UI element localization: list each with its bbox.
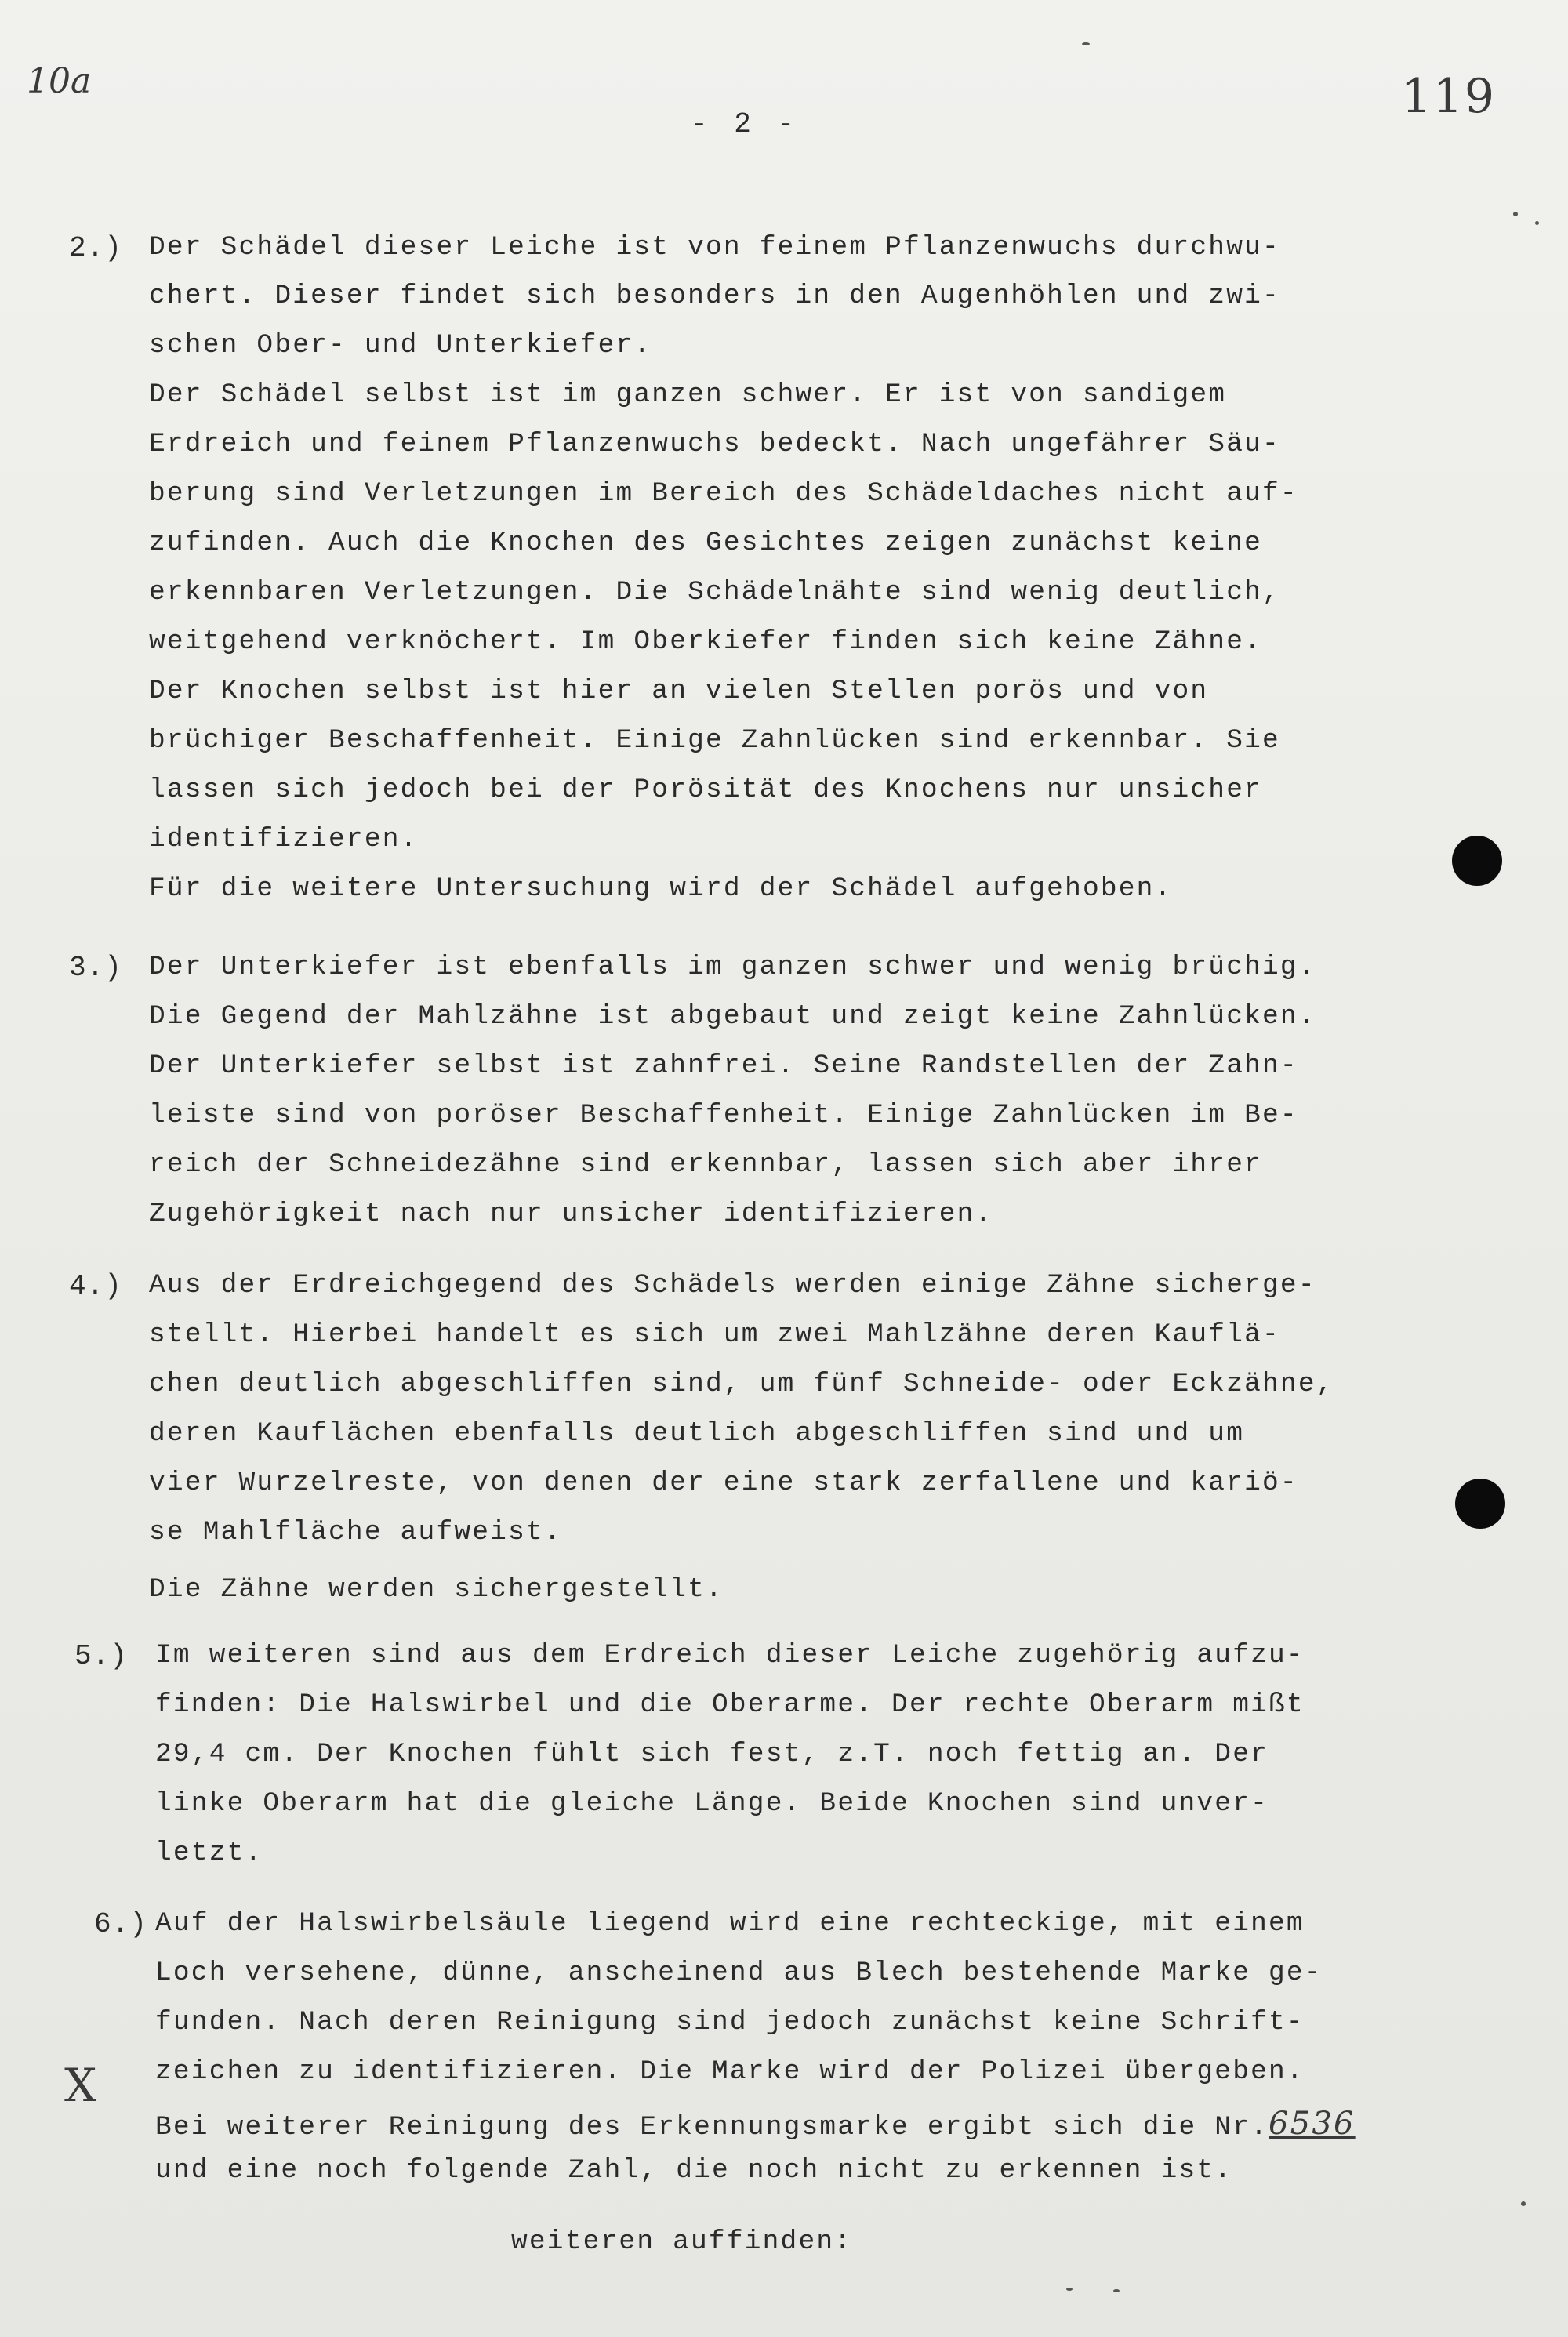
text-line: funden. Nach deren Reinigung sind jedoch zunächst keine Schrift- (155, 2007, 1305, 2038)
punch-hole (1452, 836, 1502, 886)
text-line: schen Ober- und Unterkiefer. (149, 330, 652, 361)
text-line: linke Oberarm hat die gleiche Länge. Beide Knochen sind unver- (155, 1788, 1269, 1819)
text-line: 29,4 cm. Der Knochen fühlt sich fest, z.T. noch fettig an. Der (155, 1739, 1269, 1769)
text-line (155, 2106, 1356, 2143)
footer-line: weiteren auffinden: (511, 2226, 853, 2257)
section-number: 5.) (74, 1640, 128, 1672)
text-line: Im weiteren sind aus dem Erdreich dieser Leiche zugehörig aufzu- (155, 1640, 1305, 1671)
text-line: stellt. Hierbei handelt es sich um zwei Mahlzähne deren Kauflä- (149, 1319, 1280, 1350)
section-number: 3.) (69, 952, 122, 984)
text-line: chen deutlich abgeschliffen sind, um fünf Schneide- oder Eckzähne, (149, 1369, 1334, 1399)
text-line: Für die weitere Untersuchung wird der Schädel aufgehoben. (149, 873, 1173, 904)
archive-mark-handwritten: 10a (27, 61, 92, 101)
text-line: deren Kauflächen ebenfalls deutlich abgeschliffen sind und um (149, 1418, 1245, 1449)
text-line: reich der Schneidezähne sind erkennbar, lassen sich aber ihrer (149, 1149, 1263, 1180)
text-line: lassen sich jedoch bei der Porösität des Knochens nur unsicher (149, 775, 1263, 805)
text-line: Der Schädel dieser Leiche ist von feinem Pflanzenwuchs durchwu- (149, 232, 1280, 263)
section-number: 6.) (94, 1908, 147, 1940)
text-line: Zugehörigkeit nach nur unsicher identifizieren. (149, 1199, 993, 1229)
text-line: Der Knochen selbst ist hier an vielen Stellen porös und von (149, 676, 1209, 706)
text-line: se Mahlfläche aufweist. (149, 1517, 562, 1548)
text-line: Auf der Halswirbelsäule liegend wird eine rechteckige, mit einem (155, 1908, 1305, 1939)
scan-speck (1521, 2201, 1526, 2206)
scan-speck (1535, 221, 1539, 225)
text-line: Aus der Erdreichgegend des Schädels werden einige Zähne sicherge- (149, 1270, 1316, 1301)
scan-speck (1513, 212, 1518, 216)
scan-speck (1066, 2288, 1073, 2291)
text-line: chert. Dieser findet sich besonders in den Augenhöhlen und zwi- (149, 281, 1280, 311)
text-line: berung sind Verletzungen im Bereich des Schädeldaches nicht auf- (149, 478, 1298, 509)
text-line: vier Wurzelreste, von denen der eine stark zerfallene und kariö- (149, 1468, 1298, 1498)
text-line: leiste sind von poröser Beschaffenheit. Einige Zahnlücken im Be- (149, 1100, 1298, 1130)
scan-speck (1113, 2289, 1120, 2292)
section-number: 4.) (69, 1270, 122, 1302)
text-line: Loch versehene, dünne, anscheinend aus Blech bestehende Marke ge- (155, 1958, 1323, 1988)
text-line: Der Schädel selbst ist im ganzen schwer. Er ist von sandigem (149, 379, 1227, 410)
folio-number-handwritten: 119 (1401, 69, 1496, 124)
punch-hole (1455, 1479, 1505, 1529)
section-number: 2.) (69, 232, 122, 264)
text-line: und eine noch folgende Zahl, die noch nicht zu erkennen ist. (155, 2155, 1233, 2186)
margin-x-mark: X (64, 2059, 97, 2112)
text-line: letzt. (155, 1838, 263, 1868)
scan-speck (1082, 42, 1090, 45)
page-number: - 2 - (690, 108, 800, 140)
text-line: brüchiger Beschaffenheit. Einige Zahnlücken sind erkennbar. Sie (149, 725, 1280, 756)
text-line: Die Zähne werden sichergestellt. (149, 1574, 724, 1605)
text-line: erkennbaren Verletzungen. Die Schädelnähte sind wenig deutlich, (149, 577, 1280, 608)
text-line: Die Gegend der Mahlzähne ist abgebaut und zeigt keine Zahnlücken. (149, 1001, 1316, 1032)
text-line: zufinden. Auch die Knochen des Gesichtes zeigen zunächst keine (149, 528, 1263, 558)
text-line-content: Bei weiterer Reinigung des Erkennungsmarke ergibt sich die Nr. (155, 2112, 1269, 2143)
text-line: identifizieren. (149, 824, 419, 855)
handwritten-tag-number: 6536 (1269, 2106, 1356, 2142)
text-line: finden: Die Halswirbel und die Oberarme. Der rechte Oberarm mißt (155, 1689, 1305, 1720)
text-line: Erdreich und feinem Pflanzenwuchs bedeckt. Nach ungefährer Säu- (149, 429, 1280, 459)
text-line: Der Unterkiefer selbst ist zahnfrei. Seine Randstellen der Zahn- (149, 1051, 1298, 1081)
text-line: weitgehend verknöchert. Im Oberkiefer finden sich keine Zähne. (149, 626, 1263, 657)
text-line: Der Unterkiefer ist ebenfalls im ganzen schwer und wenig brüchig. (149, 952, 1316, 982)
text-line: zeichen zu identifizieren. Die Marke wird der Polizei übergeben. (155, 2056, 1305, 2087)
